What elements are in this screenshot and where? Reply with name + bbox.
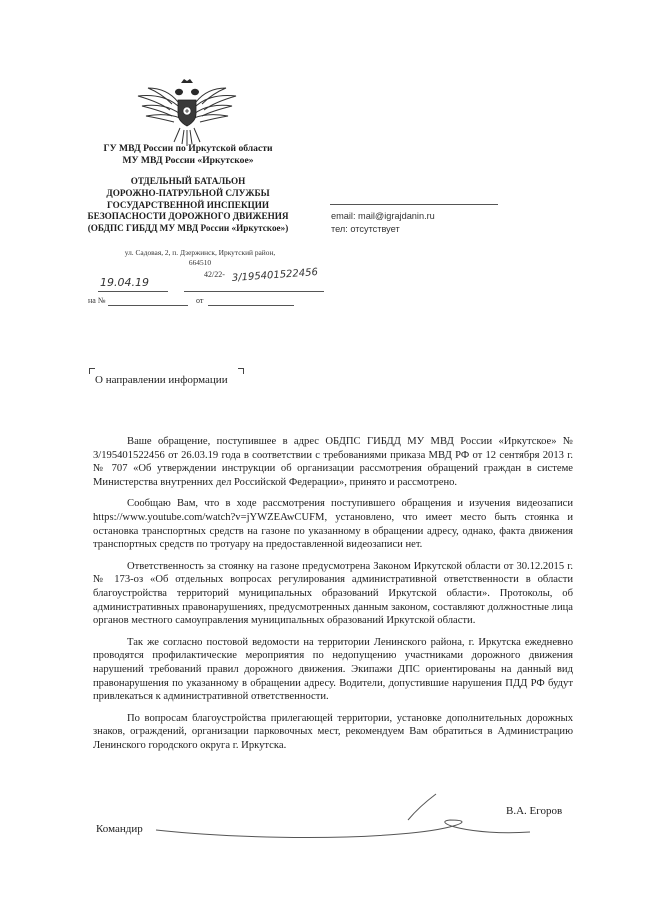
label-from: от bbox=[196, 296, 204, 305]
dept-line: (ОБДПС ГИБДД МУ МВД России «Иркутское») bbox=[87, 223, 289, 234]
body-paragraph: Так же согласно постовой ведомости на территории Ленинского района, г. Иркутска ежедневно проводятся профилактические мероприятия по недопущению участниками дорожного движения нарушений требований правил дорожного движения. Экипажи ДПС ориентированы на данный вид правонарушения по указанному в обращении адресу. Водители, допустившие нарушения ПДД РФ будут привлекаться к административной ответственности. bbox=[93, 636, 573, 703]
department-header bbox=[60, 176, 316, 235]
signatory-title: Командир bbox=[96, 823, 143, 835]
department-address bbox=[100, 248, 300, 268]
letter-body bbox=[93, 435, 573, 760]
recipient-name-line bbox=[330, 204, 498, 205]
from-date-underline bbox=[208, 305, 294, 306]
recipient-phone: тел: отсутствует bbox=[331, 224, 400, 234]
recipient-email: email: mail@igrajdanin.ru bbox=[331, 211, 435, 221]
dept-line: БЕЗОПАСНОСТИ ДОРОЖНОГО ДВИЖЕНИЯ bbox=[87, 211, 289, 222]
org-line-1: ГУ МВД России по Иркутской области bbox=[103, 143, 273, 154]
organization-header bbox=[60, 143, 316, 166]
body-paragraph: Ваше обращение, поступившее в адрес ОБДПС ГИБДД МУ МВД России «Иркутское» № 3/195401522456 от 26.03.19 года в соответствии с требованиями приказа МВД РФ от 12 сентября 2013 г. № 707 «Об утверждении инструкции об организации рассмотрения обращений граждан в системе Министерства внутренних дел Российской Федерации», принято и рассмотрено. bbox=[93, 436, 573, 488]
body-paragraph: По вопросам благоустройства прилегающей территории, установке дополнительных дорожных знаков, ограждений, организации парковочных мест, рекомендуем Вам обратиться в Администрацию Ленинского городского округа г. Иркутска. bbox=[93, 712, 573, 751]
body-paragraph: Сообщаю Вам, что в ходе рассмотрения поступившего обращения и изучения видеозаписи https://www.youtube.com/watch?v=jYWZEAwCUFM, установлено, что имеет место быть стоянка и остановка транспортных средств на газоне по указанному в обращении адресу, однако, факта движения транспортных средств по тротуару на предоставленной видеозаписи нет. bbox=[93, 498, 573, 551]
registration-number-prefix: 42/22- bbox=[204, 270, 225, 279]
mvd-eagle-emblem-icon bbox=[134, 76, 240, 148]
dept-line: ОТДЕЛЬНЫЙ БАТАЛЬОН bbox=[130, 176, 246, 186]
dept-line: ГОСУДАРСТВЕННОЙ ИНСПЕКЦИИ bbox=[106, 199, 270, 210]
handwritten-signature bbox=[150, 790, 580, 850]
registration-date-handwritten: 19.04.19 bbox=[100, 276, 149, 289]
dept-line: ДОРОЖНО-ПАТРУЛЬНОЙ СЛУЖБЫ bbox=[106, 187, 270, 198]
letter-subject: О направлении информации bbox=[95, 374, 228, 386]
body-paragraph: Ответственность за стоянку на газоне предусмотрена Законом Иркутской области от 30.12.2015 г. № 173-оз «Об отдельных вопросах регулирования административной ответственности в области благоустройства территорий муниципальных образований Иркутской области». Протоколы, об административных правонарушениях, предусмотренных данным законом, составляют должностные лица органов местного самоуправления муниципальных образований Иркутской области. bbox=[93, 560, 573, 627]
signatory-name: В.А. Егоров bbox=[506, 805, 563, 817]
org-line-2: МУ МВД России «Иркутское» bbox=[122, 154, 254, 166]
address-line-1: ул. Садовая, 2, п. Дзержинск, Иркутский район, bbox=[124, 248, 276, 257]
label-in-reply-number: на № bbox=[88, 296, 106, 305]
in-reply-number-underline bbox=[108, 305, 188, 306]
address-line-2: 664510 bbox=[188, 258, 212, 267]
date-underline bbox=[98, 291, 168, 292]
registration-number-handwritten: 3/195401522456 bbox=[231, 267, 319, 284]
number-underline bbox=[184, 291, 324, 292]
subject-corner-right bbox=[238, 368, 244, 374]
